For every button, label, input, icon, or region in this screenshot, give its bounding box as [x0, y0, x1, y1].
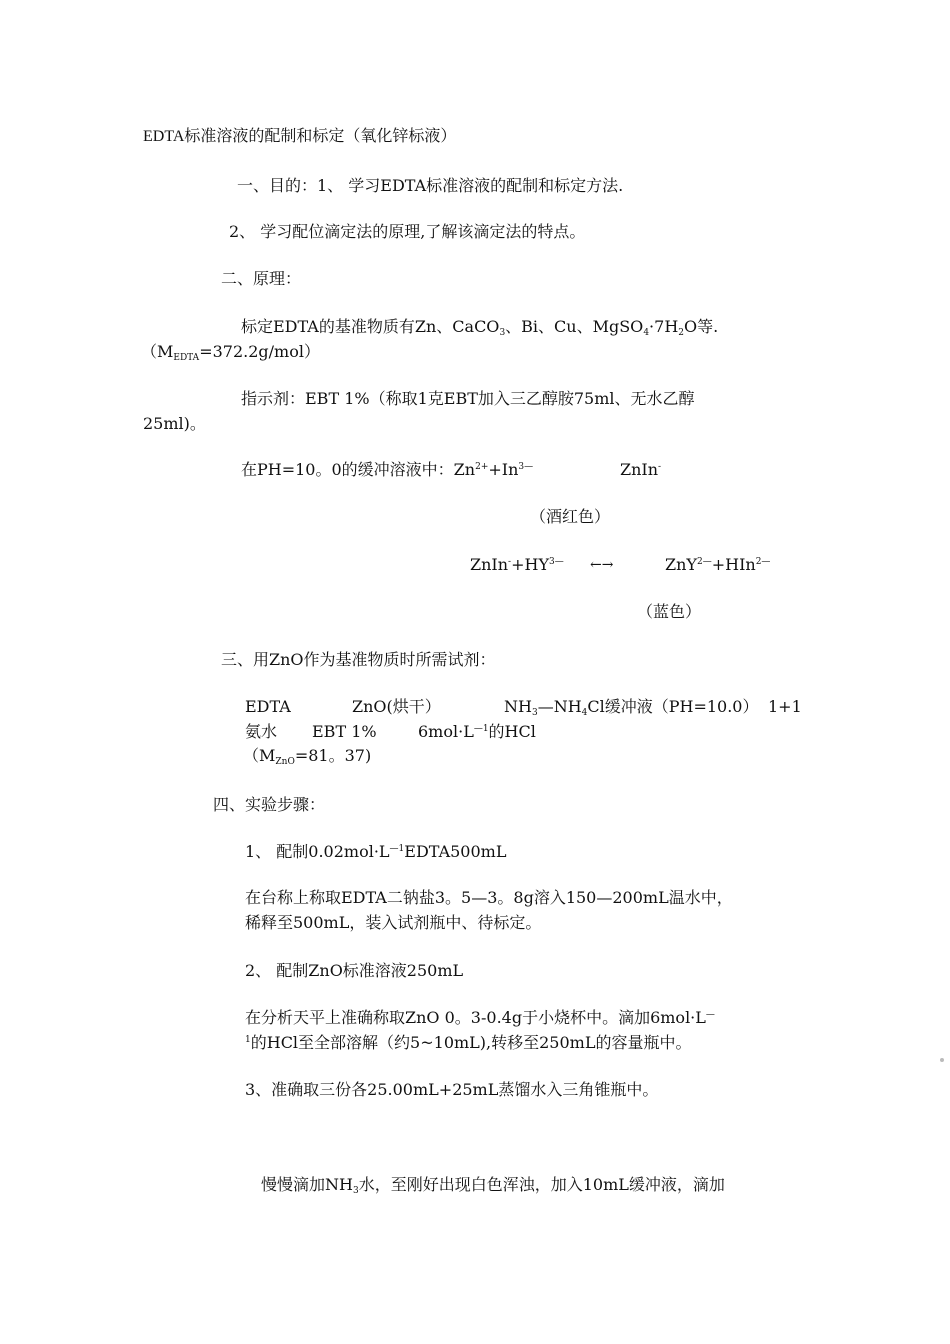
reagent-zno: ZnO(烘干） [352, 697, 441, 716]
reagents-heading: 三、用ZnO作为基准物质时所需试剂： [221, 650, 496, 669]
reagent-ebt: EBT 1% [312, 722, 377, 741]
edta-molar-mass: $(M_{EDTA}=372.2g/mol)$ [141, 342, 320, 363]
objective-2: 2、 学习配位滴定法的原理,了解该滴定法的特点。 [229, 222, 586, 241]
equation-left: $ZnIn^-+HY^{3—}$ [470, 555, 564, 574]
indicator-line-2: 25ml)。 [143, 414, 206, 433]
standard-substances-line: 标定EDTA的基准物质有Zn、CaCO$_3$、Bi、Cu、$MgSO_4\cdot 7H_2O$等. [241, 317, 719, 338]
reagent-buffer: $NH_3—NH_4Cl$缓冲液（PH=10.0） [504, 697, 759, 718]
indicator-line-1: 指示剂：EBT 1%（称取1克EBT加入三乙醇胺75ml、无水乙醇 [241, 389, 695, 408]
procedure-heading: 四、实验步骤： [213, 795, 326, 814]
step-2-text-2: $^1$的HCl至全部溶解（约5~10mL),转移至250mL的容量瓶中。 [245, 1033, 692, 1052]
step-1-title: 1、 配制$0.02mol\cdot L^{—1}EDTA500mL$ [245, 842, 507, 861]
principle-heading: 二、原理： [221, 269, 302, 288]
page-mark [940, 1058, 944, 1062]
objective-1: 一、目的：1、 学习EDTA标准溶液的配制和标定方法. [237, 176, 624, 195]
equilibrium-arrow-icon: ←→ [590, 557, 614, 573]
reagent-ammonia: 氨水 [245, 722, 278, 741]
step-1-text-1: 在台称上称取EDTA二钠盐3。5—3。8g溶入150—200mL温水中， [245, 888, 733, 907]
page-title: EDTA标准溶液的配制和标定（氧化锌标液） [143, 128, 457, 145]
reaction-product-znin: ZnIn- [620, 460, 662, 479]
step-3-title: 3、准确取三份各25.00mL+25mL蒸馏水入三角锥瓶中。 [245, 1080, 659, 1099]
equation-right: ZnY$^{2—}$+HIn$^{2—}$ [665, 555, 771, 574]
step-2-text-1: 在分析天平上准确称取ZnO 0。3-0.4g于小烧杯中。滴加6mol·L— [245, 1008, 715, 1027]
reagent-ammonia-ratio: 1+1 [768, 697, 802, 716]
step-1-text-2: 稀释至500mL，装入试剂瓶中、待标定。 [245, 913, 542, 932]
zno-molar-mass: （$M_{ZnO}=81$。37) [243, 746, 372, 767]
wine-red-color-label: （酒红色） [530, 507, 611, 526]
reagent-edta: EDTA [245, 697, 291, 716]
buffer-reaction: 在PH=10。0的缓冲溶液中：$Zn^{2+}+In^{3—}$ [241, 460, 534, 479]
step-2-title: 2、 配制ZnO标准溶液250mL [245, 961, 464, 980]
step-3-text: 慢慢滴加$NH_3$水，至刚好出现白色浑浊，加入10mL缓冲液，滴加 [261, 1175, 725, 1196]
blue-color-label: （蓝色） [637, 602, 702, 621]
reagent-hcl: $6mol\cdot L^{—1}$的HCl [418, 722, 536, 741]
